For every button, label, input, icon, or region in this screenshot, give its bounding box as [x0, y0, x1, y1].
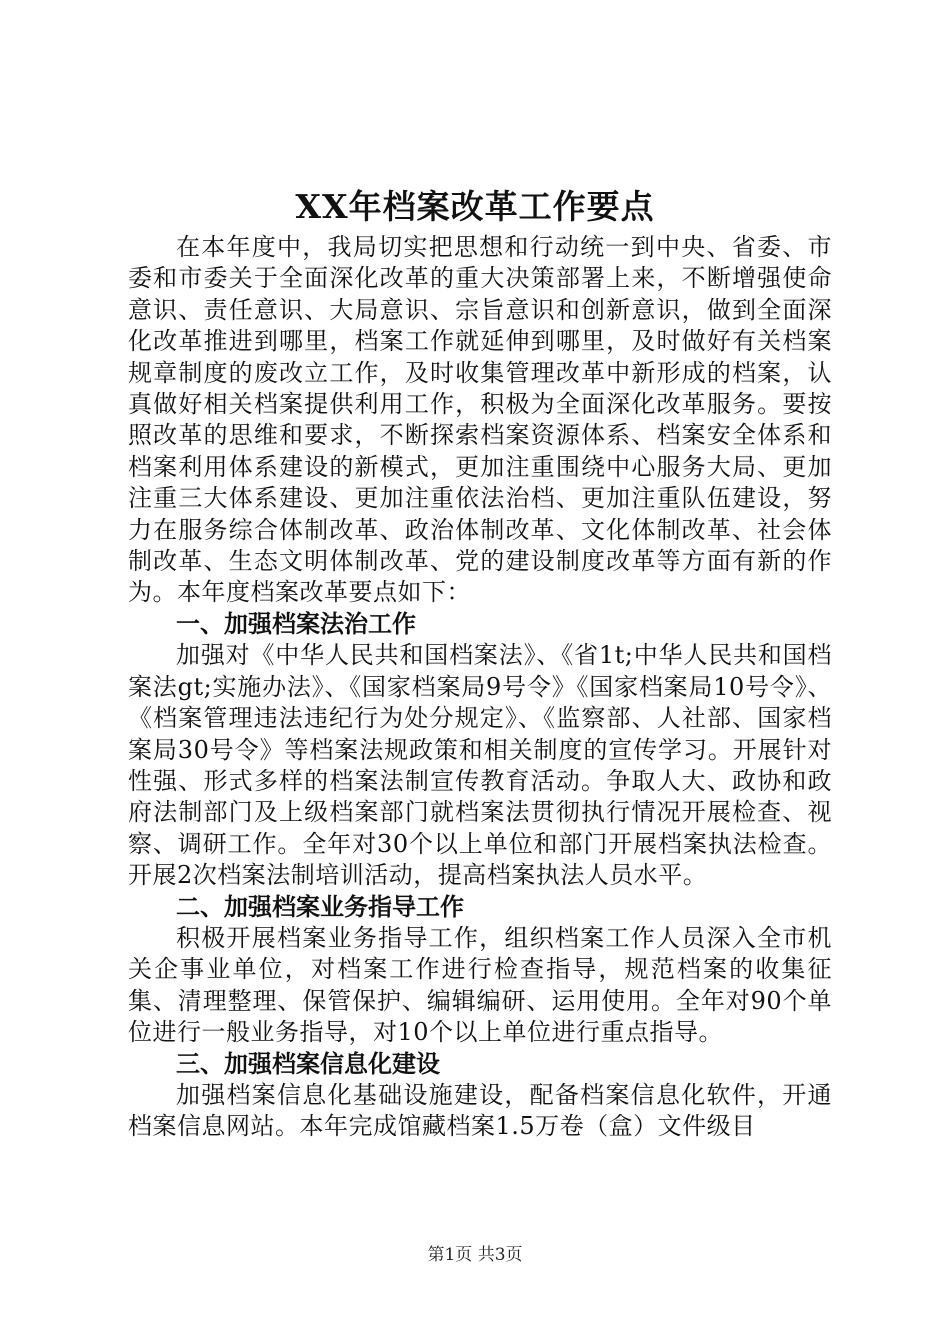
section-heading-1: 一、加强档案法治工作	[176, 609, 416, 638]
page-footer: 第1页 共3页	[427, 1245, 523, 1265]
document-title: XX年档案改革工作要点	[295, 187, 655, 226]
section-heading-2: 二、加强档案业务指导工作	[176, 892, 464, 921]
section-paragraph-1: 加强对《中华人民共和国档案法》、《省1t;中华人民共和国档案法gt;实施办法》、《国家档案局9号令》《国家档案局10号令》、《档案管理违法违纪行为处分规定》、《监察部、人社部、国家档案局30号令》等档案法规政策和相关制度的宣传学习。开展针对性强、形式多样的档案法制宣传教育活动。争取人大、政协和政府法制部门及上级档案部门就档案法贯彻执行情况开展检查、视察、调研工作。全年对30个以上单位和部门开展档案执法检查。开展2次档案法制培训活动，提高档案执法人员水平。	[128, 641, 832, 890]
section-paragraph-2: 积极开展档案业务指导工作，组织档案工作人员深入全市机关企事业单位，对档案工作进行检查指导，规范档案的收集征集、清理整理、保管保护、编辑编研、运用使用。全年对90个单位进行一般业务指导，对10个以上单位进行重点指导。	[128, 923, 832, 1047]
document-body	[128, 232, 832, 1143]
intro-paragraph: 在本年度中，我局切实把思想和行动统一到中央、省委、市委和市委关于全面深化改革的重大决策部署上来，不断增强使命意识、责任意识、大局意识、宗旨意识和创新意识，做到全面深化改革推进到哪里，档案工作就延伸到哪里，及时做好有关档案规章制度的废改立工作，及时收集管理改革中新形成的档案，认真做好相关档案提供利用工作，积极为全面深化改革服务。要按照改革的思维和要求，不断探索档案资源体系、档案安全体系和档案利用体系建设的新模式，更加注重围绕中心服务大局、更加注重三大体系建设、更加注重依法治档、更加注重队伍建设，努力在服务综合体制改革、政治体制改革、文化体制改革、社会体制改革、生态文明体制改革、党的建设制度改革等方面有新的作为。本年度档案改革要点如下：	[128, 233, 832, 607]
section-paragraph-3: 加强档案信息化基础设施建设，配备档案信息化软件，开通档案信息网站。本年完成馆藏档案1.5万卷（盒）文件级目	[128, 1080, 832, 1141]
section-heading-3: 三、加强档案信息化建设	[176, 1049, 440, 1078]
